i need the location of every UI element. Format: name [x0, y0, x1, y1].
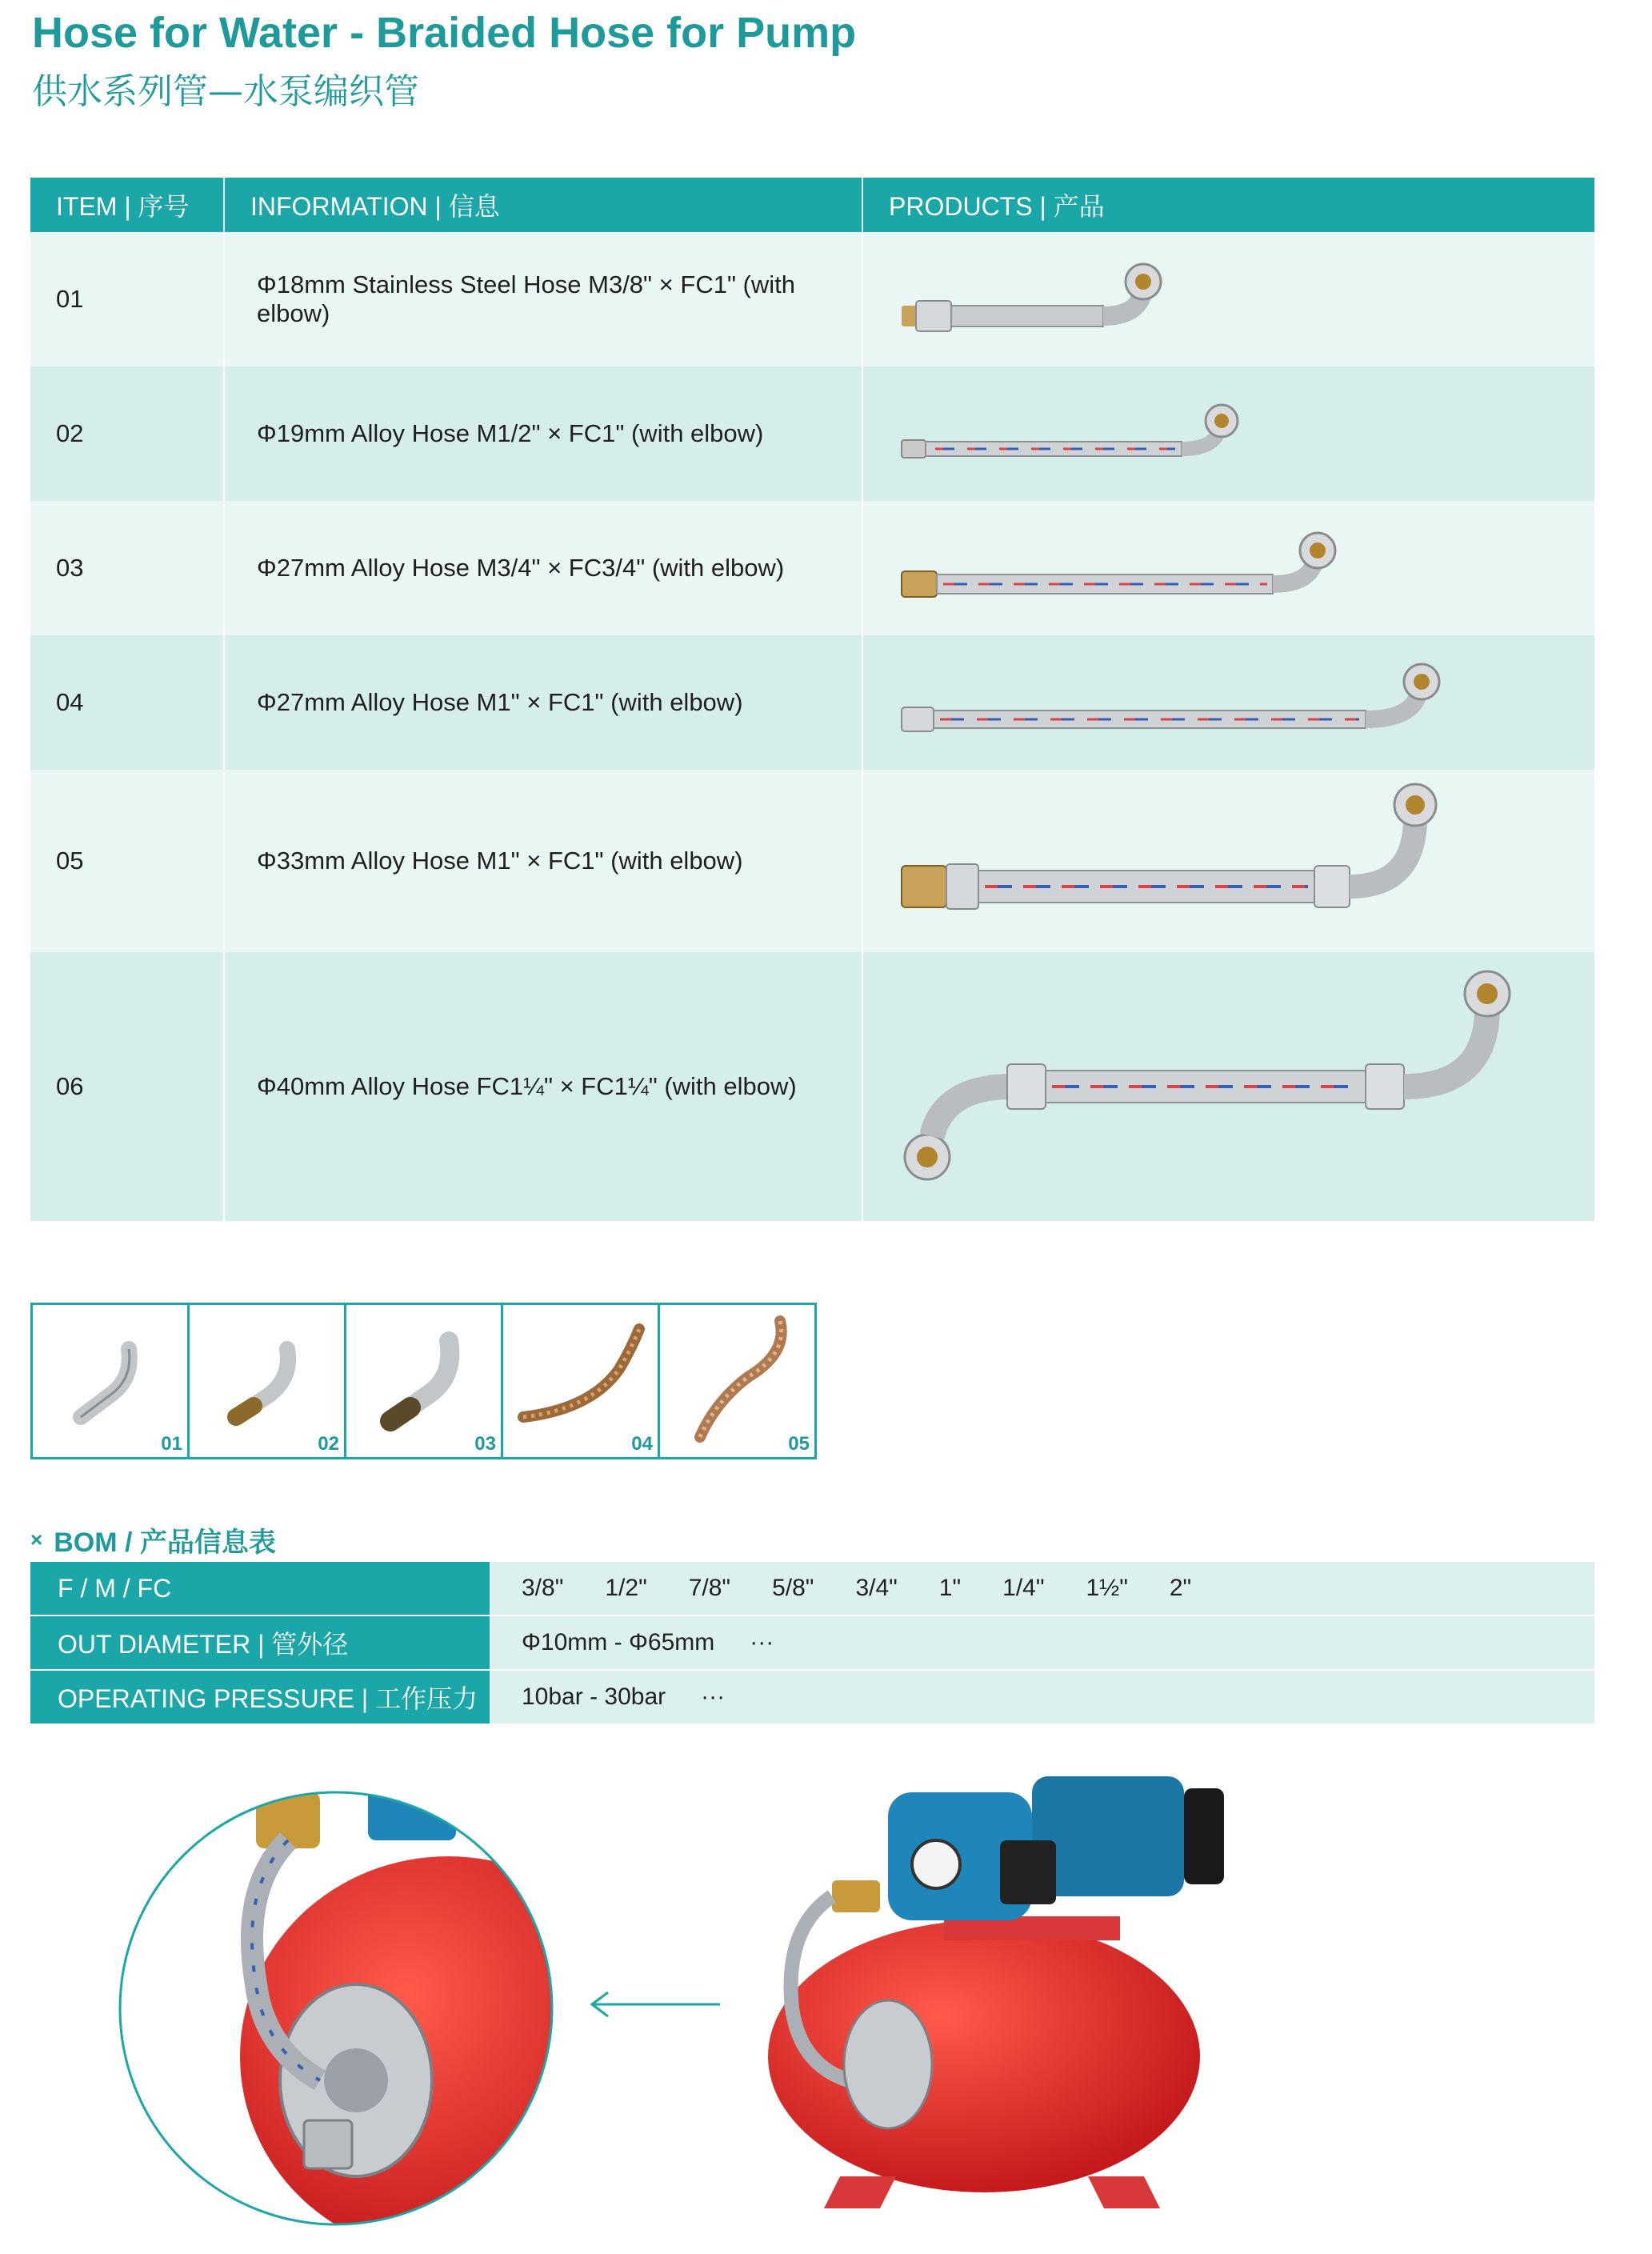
item-information: Φ33mm Alloy Hose M1" × FC1" (with elbow) [225, 770, 863, 952]
size-value: 1/2" [605, 1575, 647, 1601]
product-image [863, 635, 1594, 770]
size-value: 1" [938, 1575, 962, 1601]
product-image [863, 501, 1594, 635]
zoom-detail-icon [120, 1776, 656, 2240]
bom-value [490, 1671, 1594, 1724]
bom-value [490, 1616, 1594, 1669]
ellipsis: ··· [701, 1683, 726, 1710]
size-value: 3/4" [855, 1575, 898, 1601]
thumbnail [660, 1305, 814, 1457]
header-information: INFORMATION | 信息 [225, 178, 863, 232]
item-information: Φ40mm Alloy Hose FC1¼" × FC1¼" (with elbow) [225, 952, 863, 1221]
item-number: 04 [30, 635, 225, 770]
item-number: 03 [30, 501, 225, 635]
header-item: ITEM | 序号 [30, 178, 225, 232]
product-image [863, 952, 1594, 1221]
hose-05-icon [863, 770, 1594, 952]
size-value: 5/8" [772, 1575, 814, 1601]
table-row [30, 770, 1594, 952]
thumbnail [33, 1305, 190, 1457]
bom-label: OPERATING PRESSURE | 工作压力 [30, 1671, 490, 1724]
product-image [863, 366, 1594, 501]
header-products: PRODUCTS | 产品 [889, 192, 1105, 221]
ellipsis: ··· [750, 1629, 774, 1655]
page-title: Hose for Water - Braided Hose for Pump [32, 9, 857, 57]
bom-table [30, 1562, 1594, 1725]
bom-mark-icon: × [30, 1527, 43, 1551]
thumbnail-number: 01 [161, 1433, 182, 1455]
thumbnail-number: 03 [474, 1433, 496, 1455]
bom-title [30, 1520, 276, 1559]
fittings-thumbnails [30, 1303, 817, 1459]
bom-label: OUT DIAMETER | 管外径 [30, 1616, 490, 1669]
item-number: 05 [30, 770, 225, 952]
product-image [863, 232, 1594, 366]
hose-03-icon [863, 501, 1594, 635]
thumbnail-number: 02 [318, 1433, 339, 1455]
pressure-range: 10bar - 30bar [522, 1683, 666, 1710]
table-row [30, 366, 1594, 501]
water-pump-icon [768, 1776, 1224, 2208]
hose-04-icon [863, 635, 1594, 770]
table-header [30, 178, 1594, 232]
bom-row [30, 1671, 1594, 1724]
size-value: 1/4" [1002, 1575, 1045, 1601]
table-row [30, 635, 1594, 770]
table-row [30, 952, 1594, 1221]
outer-diameter-range: Φ10mm - Φ65mm [522, 1629, 715, 1655]
hose-01-icon [863, 232, 1594, 366]
thumbnail-number: 05 [788, 1433, 810, 1455]
bom-row [30, 1616, 1594, 1669]
size-value: 2" [1169, 1575, 1192, 1601]
thumbnail-number: 04 [631, 1433, 653, 1455]
bom-sizes [490, 1562, 1594, 1615]
bom-row [30, 1562, 1594, 1615]
thumbnail [503, 1305, 660, 1457]
bom-title-text: BOM / 产品信息表 [54, 1527, 276, 1558]
pump-illustration [0, 1744, 1652, 2240]
item-number: 01 [30, 232, 225, 366]
hose-06-icon [863, 952, 1594, 1221]
arrow-left-icon [592, 1992, 720, 2016]
item-number: 06 [30, 952, 225, 1221]
item-information: Φ19mm Alloy Hose M1/2" × FC1" (with elbow) [225, 366, 863, 501]
thumbnail [190, 1305, 346, 1457]
item-number: 02 [30, 366, 225, 501]
products-table [30, 178, 1594, 1221]
page-subtitle: 供水系列管—水泵编织管 [32, 71, 419, 112]
size-value: 1½" [1086, 1575, 1128, 1601]
bom-label: F / M / FC [30, 1562, 490, 1615]
item-information: Φ27mm Alloy Hose M3/4" × FC3/4" (with elbow) [225, 501, 863, 635]
size-value: 7/8" [688, 1575, 731, 1601]
table-row [30, 232, 1594, 366]
item-information: Φ27mm Alloy Hose M1" × FC1" (with elbow) [225, 635, 863, 770]
size-value: 3/8" [522, 1575, 564, 1601]
table-row [30, 501, 1594, 635]
hose-02-icon [863, 366, 1594, 501]
thumbnail [346, 1305, 503, 1457]
product-image [863, 770, 1594, 952]
item-information: Φ18mm Stainless Steel Hose M3/8" × FC1" (with elbow) [225, 232, 863, 366]
